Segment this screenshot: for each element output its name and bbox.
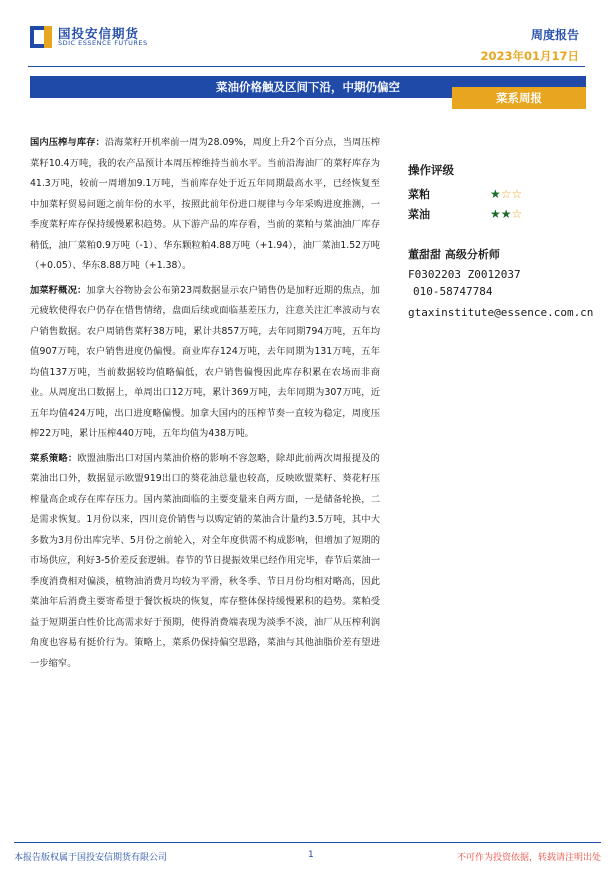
section-label: 菜系策略： <box>30 452 78 464</box>
star-filled-icon: ★ <box>500 207 512 221</box>
section-crush-inventory <box>30 133 380 277</box>
sidebar <box>408 162 598 319</box>
rating-row-oil <box>408 204 598 224</box>
analyst-name: 董甜甜 高级分析师 <box>408 248 500 261</box>
star-empty-icon: ☆ <box>511 187 523 201</box>
footer-disclaimer: 不可作为投资依据，转载请注明出处 <box>456 853 601 863</box>
section-label: 加菜籽概况： <box>30 284 87 296</box>
header-divider <box>28 66 585 67</box>
star-empty-icon: ☆ <box>500 187 512 201</box>
logo-name-cn: 国投安信期货 <box>58 26 140 42</box>
section-label: 国内压榨与库存： <box>30 137 105 148</box>
section-text: 加拿大谷物协会公布第23周数据显示农户销售仍是加籽近期的焦点，加元疲软使得农户仍存在惜售情绪，盘面后续或面临基差压力，注意关注汇率波动与农户销售数据。农户周销售菜籽38万吨，累计共857万吨，去年同期794万吨，五年均值907万吨，农户销售进度仍偏慢。商业库存124万吨，去年同期为131万吨，五年均值137万吨，当前数据较均值略偏低，农户销售偏慢因此库存积累在农场而非商业。从周度出口数据上，单周出口12万吨，累计369万吨，去年同期为307万吨，近五年均值424万吨，出口进度略偏慢。加拿大国内的压榨节奏一直较为稳定，周度压榨22万吨，累计压榨440万吨，五年均值为438万吨。 <box>30 284 380 439</box>
rating-title: 操作评级 <box>408 163 454 177</box>
star-filled-icon: ★ <box>490 187 501 201</box>
report-tag: 菜系周报 <box>452 87 586 109</box>
analyst-phone: 010-58747784 <box>413 285 493 298</box>
logo-name-en: SDIC ESSENCE FUTURES <box>58 39 148 48</box>
star-filled-icon: ★ <box>490 207 501 221</box>
star-rating-icon <box>490 187 522 201</box>
section-canada-rapeseed <box>30 281 380 445</box>
star-rating-icon <box>490 207 522 221</box>
analyst-license: F0302203 Z0012037 <box>408 268 521 281</box>
rating-row-meal <box>408 184 598 204</box>
section-text: 沿海菜籽开机率前一周为28.09%，周度上升2个百分点，当周压榨菜籽10.4万吨，我的农产品预计本周压榨维持当前水平。当前沿海油厂的菜籽库存为41.3万吨，较前一周增加9.1万吨，当前库存处于近五年同期最高水平，已经恢复至中加菜籽贸易问题之前年份的水平，按照此前年份进口规律与今年采购进度推测，一季度菜籽库存保持缓慢累积趋势。从下游产品的库存看，当前的菜粕与菜油油厂库存稍低，油厂菜粕0.9万吨（-1）、华东颗粒粕4.88万吨（+1.94），油厂菜油1.52万吨（+0.05）、华东8.88万吨（+1.38）。 <box>30 137 380 271</box>
rating-name: 菜粕 <box>408 188 430 201</box>
logo-mark-icon <box>30 26 52 48</box>
report-title: 菜油价格触及区间下沿，中期仍偏空 <box>30 76 586 98</box>
report-date: 2023年01月17日 <box>480 49 579 63</box>
section-strategy <box>30 449 380 675</box>
analyst-email[interactable]: gtaxinstitute@essence.com.cn <box>408 306 594 319</box>
page-number: 1 <box>308 850 314 860</box>
company-logo <box>30 26 148 48</box>
main-content <box>30 133 380 678</box>
section-text: 欧盟油脂出口对国内菜油价格的影响不容忽略，除却此前两次周报提及的菜油出口外，数据显示欧盟919出口的葵花油总量也较高，反映欧盟菜籽、葵花籽压榨量高企或存在库存压力。国内菜油面临的主要变量来自两方面，一是储备轮换，二是需求恢复。1月份以来，四川竞价销售与以购定销的菜油合计量约3.5万吨，其中大多数为3月份出库完毕、5月份之前轮入，对全年度供需不构成影响，但增加了短期的市场供应，利好3-5价差反套逻辑。春节的节日提振效果已经作用完毕，春节后菜油一季度消费相对偏淡，植物油消费月均较为平滑，秋冬季、节日月份均相对略高，因此菜油年后消费主要寄希望于餐饮板块的恢复，库存整体保持缓慢累积的趋势。菜粕受益于短期蛋白性价比高需求好于预期，使得消费端表现为淡季不淡，油厂从压榨利润角度也容易有挺价行为。策略上，菜系仍保持偏空思路，菜油与其他油脂价差有望进一步缩窄。 <box>30 452 380 669</box>
report-type: 周度报告 <box>530 28 579 42</box>
footer-copyright: 本报告版权属于国投安信期货有限公司 <box>14 853 168 863</box>
star-empty-icon: ☆ <box>511 207 523 221</box>
footer-divider <box>14 842 601 843</box>
rating-name: 菜油 <box>408 208 430 221</box>
